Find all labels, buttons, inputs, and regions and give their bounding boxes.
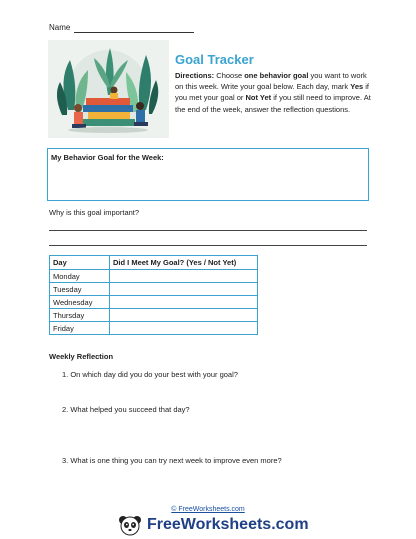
behavior-goal-label: My Behavior Goal for the Week: xyxy=(51,153,164,162)
directions-text-1: Choose xyxy=(214,71,245,80)
day-cell: Thursday xyxy=(50,309,110,322)
day-cell: Tuesday xyxy=(50,283,110,296)
goal-cell[interactable] xyxy=(110,283,258,296)
table-header-row xyxy=(50,256,258,270)
worksheet-title: Goal Tracker xyxy=(175,52,254,67)
directions-lead: Directions: xyxy=(175,71,215,80)
footer-link[interactable]: © FreeWorksheets.com xyxy=(171,506,245,513)
goal-cell[interactable] xyxy=(110,322,258,335)
goal-cell[interactable] xyxy=(110,309,258,322)
table-row xyxy=(50,283,258,296)
reflection-question: 1. On which day did you do your best with your goal? xyxy=(62,370,238,379)
directions-text-4: if you still need to improve. At the end of the week, answer the reflection questions. xyxy=(175,93,371,114)
header-met-goal: Did I Meet My Goal? (Yes / Not Yet) xyxy=(110,256,258,270)
day-cell: Monday xyxy=(50,270,110,283)
directions-bold-1: one behavior goal xyxy=(244,71,309,80)
name-label: Name xyxy=(49,23,71,32)
panda-icon xyxy=(117,514,143,536)
reflection-question: 2. What helped you succeed that day? xyxy=(62,405,190,414)
directions-bold-2: Yes xyxy=(350,82,364,92)
brand-name: FreeWorksheets.com xyxy=(147,516,309,533)
day-cell: Friday xyxy=(50,322,110,335)
reading-illustration xyxy=(48,40,169,138)
table-row xyxy=(50,309,258,322)
name-field-line[interactable] xyxy=(74,32,194,33)
answer-line[interactable] xyxy=(49,245,367,246)
goal-cell[interactable] xyxy=(110,270,258,283)
brand-logo xyxy=(117,514,317,536)
why-important-prompt: Why is this goal important? xyxy=(49,208,140,217)
reflection-question: 3. What is one thing you can try next week to improve even more? xyxy=(62,456,282,465)
reflection-heading: Weekly Reflection xyxy=(49,352,114,361)
answer-line[interactable] xyxy=(49,230,367,231)
goal-cell[interactable] xyxy=(110,296,258,309)
behavior-goal-box[interactable] xyxy=(47,148,369,201)
goal-tracker-table xyxy=(49,255,258,335)
header-day: Day xyxy=(50,256,110,270)
directions-text xyxy=(175,70,371,115)
directions-text-3: if you met your goal or xyxy=(175,82,370,103)
table-row xyxy=(50,270,258,283)
table-row xyxy=(50,322,258,335)
directions-bold-3: Not Yet xyxy=(245,93,272,103)
table-row xyxy=(50,296,258,309)
directions-text-2: you want to work on this week. Write your goal below. Each day, mark xyxy=(175,71,367,92)
day-cell: Wednesday xyxy=(50,296,110,309)
